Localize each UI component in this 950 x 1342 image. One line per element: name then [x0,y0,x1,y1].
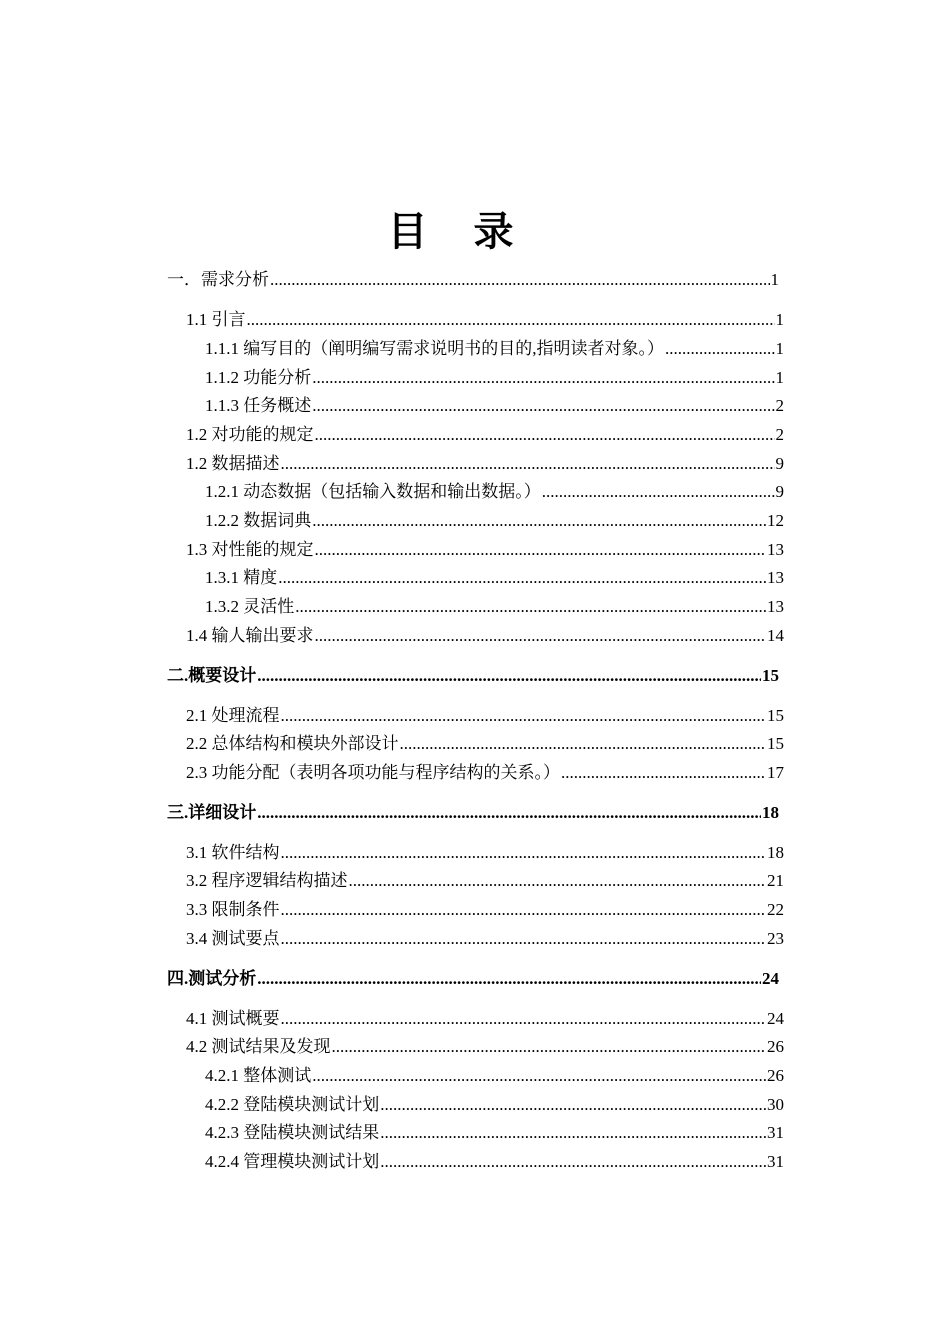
toc-label: 三.详细设计 [167,803,257,822]
toc-label: 1.1.2 功能分析 [205,368,312,387]
toc-page: 9 [775,454,784,473]
toc-label: 二.概要设计 [167,666,257,685]
toc-leader [281,449,775,478]
toc-page: 1 [775,339,784,358]
toc-label: 1.1.1 编写目的（阐明编写需求说明书的目的,指明读者对象。） [205,339,664,358]
toc-leader [400,729,767,758]
toc-page: 13 [767,568,784,587]
toc-label: 1.4 输人输出要求 [186,626,314,645]
toc-entry-4-2-4[interactable] [205,1147,784,1176]
toc-entry-1-1[interactable] [186,305,784,334]
toc-label: 1.2.2 数据词典 [205,511,312,530]
toc-entry-2-2[interactable] [186,729,784,758]
toc-label: 1.3 对性能的规定 [186,540,314,559]
toc-entry-1-1-3[interactable] [205,391,784,420]
toc-entry-2-1[interactable] [186,701,784,730]
toc-entry-1[interactable] [167,265,779,294]
toc-label: 4.2 测试结果及发现 [186,1037,331,1056]
toc-leader [257,661,761,690]
toc-label: 1.3.1 精度 [205,568,278,587]
toc-page: 1 [775,310,784,329]
toc-leader [312,506,766,535]
toc-entry-2[interactable] [167,661,779,690]
toc-entry-1-1-1[interactable] [205,334,784,363]
toc-page: 31 [767,1152,784,1171]
toc-entry-2-3[interactable] [186,758,784,787]
toc-entry-1-2b[interactable] [186,449,784,478]
toc-entry-3-1[interactable] [186,838,784,867]
toc-label: 2.2 总体结构和模块外部设计 [186,734,399,753]
toc-leader [295,592,766,621]
toc-entry-1-2a[interactable] [186,420,784,449]
toc-leader [312,1061,766,1090]
toc-leader [561,758,766,787]
toc-label: 4.2.3 登陆模块测试结果 [205,1123,380,1142]
toc-leader [380,1147,766,1176]
toc-entry-1-1-2[interactable] [205,363,784,392]
toc-entry-4-2-3[interactable] [205,1118,784,1147]
toc-leader [665,334,775,363]
toc-leader [247,305,775,334]
toc-page: 23 [767,929,784,948]
toc-entry-4-2[interactable] [186,1032,784,1061]
toc-entry-4-2-2[interactable] [205,1090,784,1119]
toc-leader [257,798,761,827]
toc-entry-1-2-2[interactable] [205,506,784,535]
toc-page: 1 [770,270,779,289]
toc-page: 9 [775,482,784,501]
toc-page: 21 [767,871,784,890]
toc-leader [315,535,767,564]
toc-label: 4.2.1 整体测试 [205,1066,312,1085]
toc-page: 26 [767,1037,784,1056]
toc-leader [281,1004,767,1033]
toc-leader [332,1032,767,1061]
toc-leader [312,391,774,420]
toc-label: 1.2.1 动态数据（包括输入数据和输出数据。） [205,482,541,501]
toc-page: 15 [767,734,784,753]
toc-leader [315,420,775,449]
toc-label: 4.2.2 登陆模块测试计划 [205,1095,380,1114]
toc-entry-4-2-1[interactable] [205,1061,784,1090]
toc-page: 12 [767,511,784,530]
toc-label: 1.2 数据描述 [186,454,280,473]
toc-leader [380,1118,766,1147]
toc-leader [257,964,761,993]
toc-entry-3-4[interactable] [186,924,784,953]
toc-page: 30 [767,1095,784,1114]
toc-page: 2 [775,425,784,444]
toc-leader [315,621,767,650]
toc-page: 18 [767,843,784,862]
toc-label: 一．需求分析 [167,270,269,289]
toc-leader [281,838,767,867]
toc-label: 1.3.2 灵活性 [205,597,295,616]
toc-label: 2.3 功能分配（表明各项功能与程序结构的关系。） [186,763,560,782]
toc-label: 3.2 程序逻辑结构描述 [186,871,348,890]
toc-page: 15 [762,666,779,685]
toc-page: 17 [767,763,784,782]
toc-label: 1.2 对功能的规定 [186,425,314,444]
toc-page: 15 [767,706,784,725]
toc-leader [312,363,774,392]
toc-entry-1-3-1[interactable] [205,563,784,592]
toc-page: 13 [767,540,784,559]
toc-label: 3.3 限制条件 [186,900,280,919]
toc-entry-4[interactable] [167,964,779,993]
toc-label: 4.2.4 管理模块测试计划 [205,1152,380,1171]
toc-label: 1.1 引言 [186,310,246,329]
toc-entry-1-2-1[interactable] [205,477,784,506]
toc-page: 13 [767,597,784,616]
toc-page: 1 [775,368,784,387]
toc-entry-3-3[interactable] [186,895,784,924]
toc-leader [281,701,767,730]
toc-label: 1.1.3 任务概述 [205,396,312,415]
toc-label: 3.4 测试要点 [186,929,280,948]
toc-leader [349,866,767,895]
toc-label: 2.1 处理流程 [186,706,280,725]
toc-page: 2 [775,396,784,415]
toc-entry-1-3-2[interactable] [205,592,784,621]
toc-page: 22 [767,900,784,919]
toc-page: 24 [767,1009,784,1028]
toc-leader [278,563,766,592]
toc-entry-3[interactable] [167,798,779,827]
toc-leader [281,924,767,953]
toc-page: 24 [762,969,779,988]
toc-page: 14 [767,626,784,645]
toc-entry-1-4[interactable] [186,621,784,650]
toc-leader [542,477,775,506]
toc-leader [281,895,767,924]
toc-entry-1-3[interactable] [186,535,784,564]
toc-label: 3.1 软件结构 [186,843,280,862]
toc-page: 31 [767,1123,784,1142]
toc-label: 4.1 测试概要 [186,1009,280,1028]
toc-page: 26 [767,1066,784,1085]
toc-leader [380,1090,766,1119]
toc-label: 四.测试分析 [167,969,257,988]
toc-page: 18 [762,803,779,822]
toc-entry-4-1[interactable] [186,1004,784,1033]
toc-title: 目 录 [387,209,532,254]
toc-leader [270,265,770,294]
toc-entry-3-2[interactable] [186,866,784,895]
